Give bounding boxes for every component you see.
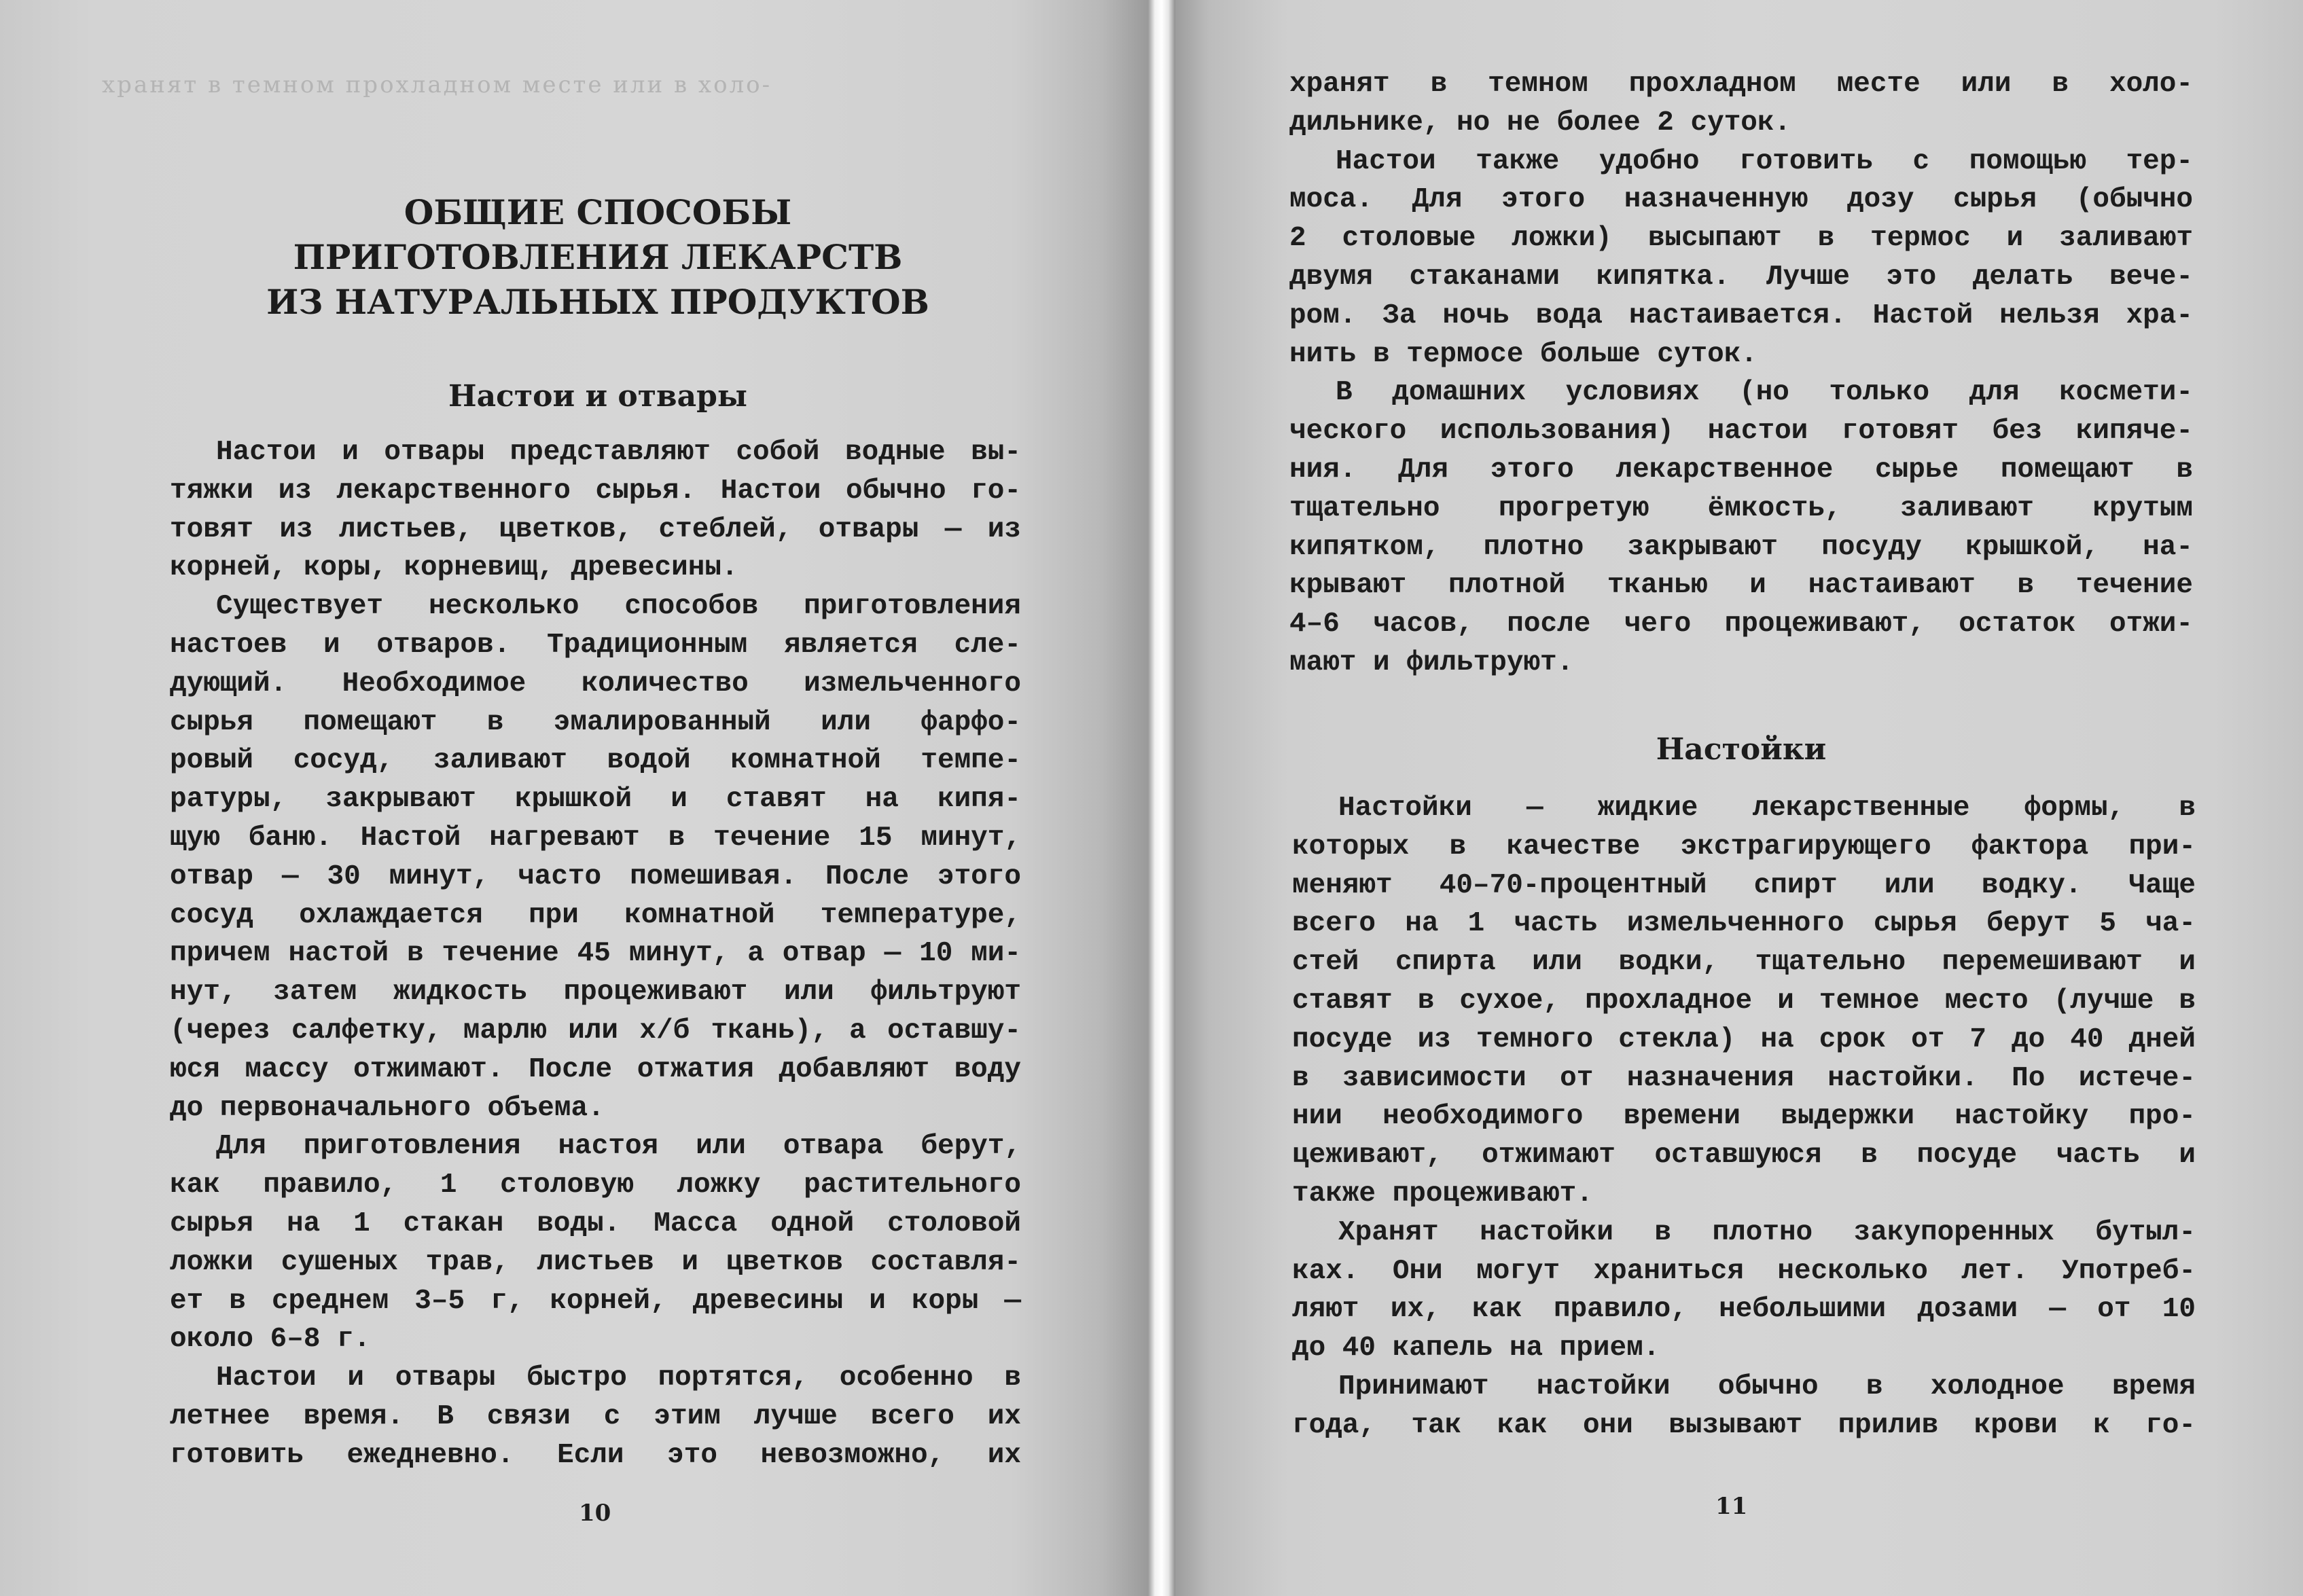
text-line: в зависимости от назначения настойки. По истече- (1292, 1062, 2196, 1094)
text-line: Существует несколько способов приготовления (216, 591, 1021, 623)
body-text-top (1289, 65, 2193, 683)
text-line: готовить ежедневно. Если это невозможно, их (170, 1439, 1021, 1471)
text-line: причем настой в течение 45 минут, а отвар — 10 ми- (170, 938, 1021, 970)
text-line: ческого использования) настои готовят без кипяче- (1289, 416, 2193, 448)
text-line: хранят в темном прохладном месте или в холо- (1289, 69, 2193, 100)
text-line: Принимают настойки обычно в холодное время (1338, 1371, 2196, 1402)
page-number: 10 (579, 1500, 611, 1527)
text-line: летнее время. В связи с этим лучше всего их (170, 1400, 1021, 1432)
text-line: Настои также удобно готовить с помощью тер- (1336, 145, 2193, 177)
chapter-title-line: ИЗ НАТУРАЛЬНЫХ ПРОДУКТОВ (266, 282, 929, 322)
text-line: сырья помещают в эмалированный или фарфо- (170, 706, 1021, 738)
text-line: сырья на 1 стакан воды. Масса одной столовой (170, 1208, 1021, 1239)
text-line: Для приготовления настоя или отвара берут, (216, 1131, 1021, 1163)
text-line: юся массу отжимают. После отжатия добавляют воду (170, 1053, 1021, 1085)
text-line: Настои и отвары быстро портятся, особенно в (216, 1362, 1021, 1394)
text-line: корней, коры, корневищ, древесины. (170, 552, 738, 584)
text-line: года, так как они вызывают прилив крови к го- (1292, 1409, 2196, 1441)
chapter-title-line: ПРИГОТОВЛЕНИЯ ЛЕКАРСТВ (293, 237, 903, 277)
text-line: ром. За ночь вода настаивается. Настой нельзя хра- (1289, 300, 2193, 331)
text-line: (через салфетку, марлю или х/б ткань), а оставшу- (170, 1015, 1021, 1047)
text-line: нут, затем жидкость процеживают или фильтруют (170, 977, 1021, 1009)
text-line: моса. Для этого назначенную дозу сырья (обычно (1289, 184, 2193, 216)
text-line: ках. Они могут храниться несколько лет. Употреб- (1292, 1255, 2196, 1287)
page-number: 11 (1715, 1493, 1748, 1520)
text-line: до первоначального объема. (170, 1092, 605, 1124)
text-line: меняют 40–70-процентный спирт или водку. Чаще (1292, 869, 2196, 901)
text-line: мают и фильтруют. (1289, 647, 1574, 678)
text-line: ния. Для этого лекарственное сырье помещают в (1289, 454, 2193, 486)
body-text-bottom (1292, 789, 2196, 1445)
text-line: 2 столовые ложки) высыпают в термос и заливают (1289, 223, 2193, 255)
text-line: щую баню. Настой нагревают в течение 15 минут, (170, 822, 1021, 854)
bleed-through-text: хранят в темном прохладном месте или в холо- (102, 71, 772, 98)
text-line: отвар — 30 минут, часто помешивая. После этого (170, 860, 1021, 892)
text-line: цеживают, отжимают оставшуюся в посуде часть и (1292, 1140, 2196, 1172)
text-line: тяжки из лекарственного сырья. Настои обычно го- (170, 475, 1021, 507)
text-line: Хранят настойки в плотно закупоренных бутыл- (1338, 1216, 2196, 1248)
body-text (170, 433, 1021, 1475)
text-line: стей спирта или водки, тщательно перемешивают и (1292, 947, 2196, 979)
text-line: кипятком, плотно закрывают посуду крышкой, на- (1289, 531, 2193, 563)
text-line: Настойки — жидкие лекарственные формы, в (1338, 793, 2196, 824)
text-line: двумя стаканами кипятка. Лучше это делать вече- (1289, 261, 2193, 293)
book-gutter (1148, 0, 1175, 1596)
text-line: крывают плотной тканью и настаивают в течение (1289, 570, 2193, 602)
text-line: посуде из темного стекла) на срок от 7 до 40 дней (1292, 1023, 2196, 1055)
chapter-title-line: ОБЩИЕ СПОСОБЫ (404, 192, 792, 232)
text-line: ет в среднем 3–5 г, корней, древесины и коры — (170, 1285, 1021, 1317)
text-line: настоев и отваров. Традиционным является сле- (170, 629, 1021, 661)
text-line: ложки сушеных трав, листьев и цветков составля- (170, 1246, 1021, 1278)
text-line: дующий. Необходимое количество измельченного (170, 668, 1021, 700)
text-line: нии необходимого времени выдержки настойку про- (1292, 1101, 2196, 1133)
text-line: дильнике, но не более 2 суток. (1289, 107, 1791, 139)
text-line: товят из листьев, цветков, стеблей, отвары — из (170, 513, 1021, 545)
section-heading: Настои и отвары (448, 379, 747, 414)
text-line: ровый сосуд, заливают водой комнатной темпе- (170, 745, 1021, 777)
text-line: ратуры, закрывают крышкой и ставят на кипя- (170, 784, 1021, 816)
text-line: Настои и отвары представляют собой водные вы- (216, 437, 1021, 468)
text-line: которых в качестве экстрагирующего фактора при- (1292, 831, 2196, 863)
text-line: около 6–8 г. (170, 1324, 371, 1356)
left-page (0, 0, 1148, 1596)
text-line: сосуд охлаждается при комнатной температуре, (170, 899, 1021, 931)
text-line: ставят в сухое, прохладное и темное место (лучше в (1292, 985, 2196, 1017)
text-line: В домашних условиях (но только для космети- (1336, 377, 2193, 409)
text-line: тщательно прогретую ёмкость, заливают крутым (1289, 492, 2193, 524)
text-line: до 40 капель на прием. (1292, 1332, 1660, 1364)
text-line: как правило, 1 столовую ложку растительного (170, 1169, 1021, 1201)
text-line: ляют их, как правило, небольшими дозами — от 10 (1292, 1294, 2196, 1326)
text-line: нить в термосе больше суток. (1289, 338, 1757, 370)
text-line: также процеживают. (1292, 1178, 1593, 1210)
section-heading: Настойки (1656, 732, 1827, 767)
text-line: 4–6 часов, после чего процеживают, остаток отжи- (1289, 609, 2193, 640)
chapter-title (177, 190, 1019, 325)
text-line: всего на 1 часть измельченного сырья берут 5 ча- (1292, 908, 2196, 940)
right-page (1175, 0, 2303, 1596)
